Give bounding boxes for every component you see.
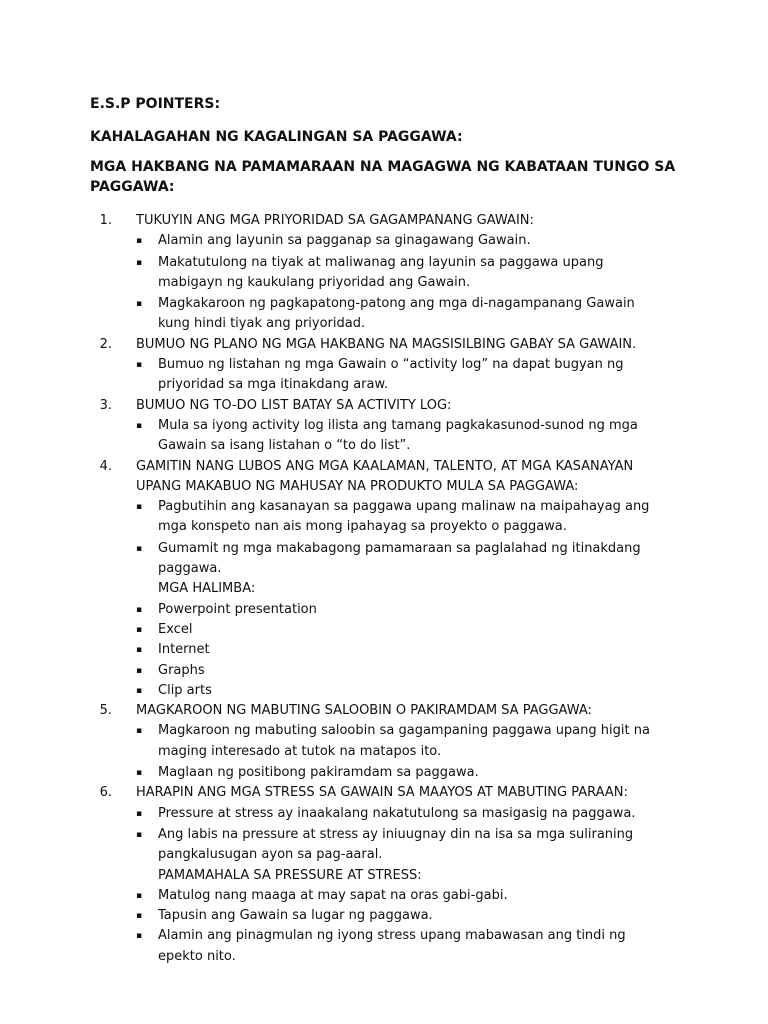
square-bullet-icon: ▪ — [136, 768, 143, 779]
list-item-text: Pagbutihin ang kasanayan sa paggawa upang malinaw na maipahayag ang mga konspeto nan ais mong ipahayag sa proyekto o paggawa. — [158, 499, 650, 535]
section-heading — [90, 457, 690, 498]
list-item — [136, 253, 690, 294]
section-heading — [90, 211, 690, 231]
section-heading — [90, 701, 690, 721]
square-bullet-icon: ▪ — [136, 299, 143, 310]
section-number: 6. — [99, 785, 112, 801]
heading-kahalagahan: KAHALAGAHAN NG KAGALINGAN SA PAGGAWA: — [90, 129, 463, 145]
list-item — [136, 804, 690, 824]
heading-mga-hakbang: MGA HAKBANG NA PAMAMARAAN NA MAGAGWA NG KABATAAN TUNGO SA PAGGAWA: — [90, 159, 676, 195]
square-bullet-icon: ▪ — [136, 236, 143, 247]
section-title: HARAPIN ANG MGA STRESS SA GAWAIN SA MAAYOS AT MABUTING PARAAN: — [136, 785, 628, 801]
square-bullet-icon: ▪ — [136, 645, 143, 656]
section-heading — [90, 783, 690, 803]
bullet-list — [90, 355, 690, 396]
list-item — [136, 416, 690, 457]
section-number: 3. — [99, 397, 112, 413]
list-item-text: Gumamit ng mga makabagong pamamaraan sa paglalahad ng itinakdang paggawa. — [158, 540, 641, 577]
square-bullet-icon: ▪ — [136, 624, 143, 635]
list-item-text: Graphs — [158, 662, 205, 678]
section-number: 4. — [99, 458, 112, 474]
bullet-list — [90, 231, 690, 334]
list-item — [136, 661, 690, 681]
list-item-text: Maglaan ng positibong pakiramdam sa paggawa. — [158, 765, 479, 781]
square-bullet-icon: ▪ — [136, 911, 143, 922]
section-heading — [90, 396, 690, 416]
list-item — [136, 294, 690, 335]
square-bullet-icon: ▪ — [136, 726, 143, 737]
square-bullet-icon: ▪ — [136, 420, 143, 431]
list-item — [136, 886, 690, 906]
list-item — [136, 497, 690, 538]
square-bullet-icon: ▪ — [136, 931, 143, 942]
list-item-text: Clip arts — [158, 682, 212, 698]
section-4 — [90, 457, 690, 702]
square-bullet-icon: ▪ — [136, 360, 143, 371]
list-item — [136, 681, 690, 701]
bullet-list — [90, 804, 690, 967]
section-2 — [90, 335, 690, 396]
list-item-text: Bumuo ng listahan ng mga Gawain o “activity log” na dapat bugyan ng priyoridad sa mga itinakdang araw. — [158, 357, 624, 393]
list-item-text: Makatutulong na tiyak at maliwanag ang layunin sa paggawa upang mabigayn ng kaukulang priyoridad ang Gawain. — [158, 254, 604, 290]
list-item-text: Tapusin ang Gawain sa lugar ng paggawa. — [158, 908, 433, 924]
square-bullet-icon: ▪ — [136, 829, 143, 840]
section-title: GAMITIN NANG LUBOS ANG MGA KAALAMAN, TALENTO, AT MGA KASANAYAN UPANG MAKABUO NG MAHUSAY NA PRODUKTO MULA SA PAGGAWA: — [136, 458, 634, 494]
list-item — [136, 620, 690, 640]
section-3 — [90, 396, 690, 457]
list-item — [136, 600, 690, 620]
list-item-text: Excel — [158, 621, 193, 637]
section-heading — [90, 335, 690, 355]
section-6 — [90, 783, 690, 967]
list-item — [136, 825, 690, 866]
list-item — [136, 763, 690, 783]
list-item-text: Magkakaroon ng pagkapatong-patong ang mga di-nagampanang Gawain kung hindi tiyak ang priyoridad. — [158, 296, 635, 332]
section-title: TUKUYIN ANG MGA PRIYORIDAD SA GAGAMPANANG GAWAIN: — [136, 213, 534, 228]
list-item-text: Ang labis na pressure at stress ay iniuugnay din na isa sa mga suliraning pangkalusugan ayon sa pag-aaral. — [158, 826, 634, 863]
list-note: MGA HALIMBA: — [158, 581, 256, 597]
section-title: MAGKAROON NG MABUTING SALOOBIN O PAKIRAMDAM SA PAGGAWA: — [136, 703, 592, 719]
section-number: 1. — [99, 213, 112, 228]
list-item — [136, 355, 690, 396]
bullet-list — [90, 721, 690, 783]
list-item-text: Alamin ang layunin sa pagganap sa ginagawang Gawain. — [158, 233, 531, 249]
square-bullet-icon: ▪ — [136, 665, 143, 676]
square-bullet-icon: ▪ — [136, 685, 143, 696]
list-item — [136, 906, 690, 926]
bullet-list — [90, 416, 690, 457]
square-bullet-icon: ▪ — [136, 257, 143, 268]
square-bullet-icon: ▪ — [136, 543, 143, 554]
list-item-text: Matulog nang maaga at may sapat na oras gabi-gabi. — [158, 887, 508, 903]
heading-esp-pointers: E.S.P POINTERS: — [90, 96, 221, 112]
list-item-text: Powerpoint presentation — [158, 601, 317, 617]
bullet-list — [90, 497, 690, 701]
section-5 — [90, 701, 690, 783]
section-number: 5. — [99, 703, 112, 719]
section-title: BUMUO NG PLANO NG MGA HAKBANG NA MAGSISILBING GABAY SA GAWAIN. — [136, 336, 637, 352]
list-item — [136, 640, 690, 660]
section-title: BUMUO NG TO-DO LIST BATAY SA ACTIVITY LOG: — [136, 397, 452, 413]
list-item-text: Alamin ang pinagmulan ng iyong stress upang mabawasan ang tindi ng epekto nito. — [158, 928, 626, 964]
square-bullet-icon: ▪ — [136, 502, 143, 513]
list-item-text: Magkaroon ng mabuting saloobin sa gagampaning paggawa upang higit na maging interesado at tutok na matapos ito. — [158, 723, 650, 759]
list-item — [136, 231, 690, 251]
list-item — [136, 539, 690, 580]
section-number: 2. — [99, 336, 112, 352]
section-1 — [90, 211, 690, 335]
list-item — [136, 721, 690, 762]
list-note: PAMAMAHALA SA PRESSURE AT STRESS: — [158, 867, 422, 883]
square-bullet-icon: ▪ — [136, 808, 143, 819]
list-item-text: Internet — [158, 642, 210, 658]
square-bullet-icon: ▪ — [136, 604, 143, 615]
list-item-text: Pressure at stress ay inaakalang nakatutulong sa masigasig na paggawa. — [158, 805, 636, 821]
list-item — [136, 926, 690, 967]
square-bullet-icon: ▪ — [136, 890, 143, 901]
list-item-text: Mula sa iyong activity log ilista ang tamang pagkakasunod-sunod ng mga Gawain sa isang listahan o “to do list”. — [158, 417, 638, 454]
numbered-list — [90, 211, 690, 967]
